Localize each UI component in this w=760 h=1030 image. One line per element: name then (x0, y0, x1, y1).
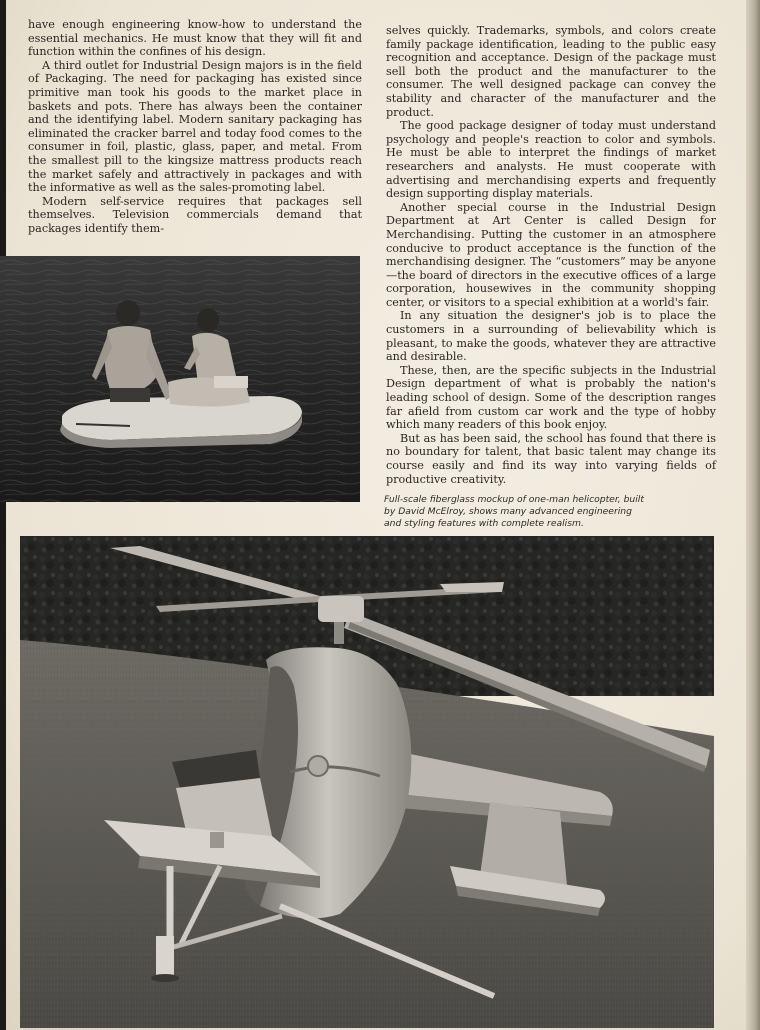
paragraph: Modern self-service requires that packages sell themselves. Television commercials demand that packages identify them- (28, 194, 362, 235)
helicopter-photo-image (20, 536, 714, 1028)
paragraph: But as has been said, the school has found that there is no boundary for talent, that basic talent may change its course easily and find its way into varying fields of productive creativity. (386, 431, 716, 486)
page-left-edge (0, 0, 6, 1030)
caption-line: and styling features with complete realism. (384, 518, 584, 530)
page-right-edge (746, 0, 760, 1030)
paragraph: These, then, are the specific subjects in the Industrial Design department of what is probably the nation's leading school of design. Some of the description ranges far afield from custom car work and the type of hobby which many readers of this book enjoy. (386, 363, 716, 432)
boat-photo-image (0, 256, 360, 502)
paragraph: A third outlet for Industrial Design majors is in the field of Packaging. The need for packaging has existed since primitive man took his goods to the market place in baskets and pots. There has always been the container and the identifying label. Modern sanitary packaging has eliminated the cracker barrel and today food comes to the consumer in foil, plastic, glass, paper, and metal. From the smallest pill to the kingsize mattress products reach the market safely and attractively in packages and with the informative as well as the sales-promoting label. (28, 58, 362, 195)
paragraph: Another special course in the Industrial Design Department at Art Center is called Design for Merchandising. Putting the customer in an atmosphere conducive to product acceptance is the function of the merchandising designer. The “customers” may be anyone—the board of directors in the executive offices of a large corporation, housewives in the community shopping center, or visitors to a special exhibition at a world's fair. (386, 200, 716, 309)
caption-line: by David McElroy, shows many advanced engineering (384, 506, 632, 518)
paragraph: In any situation the designer's job is to place the customers in a surrounding of believability which is pleasant, to make the goods, whatever they are attractive and desirable. (386, 309, 716, 364)
paragraph: selves quickly. Trademarks, symbols, and colors create family package identification, leading to the public easy recognition and acceptance. Design of the package must sell both the product and the manufacturer to the consumer. The well designed package can convey the stability and character of the manufacturer and the product. (386, 24, 716, 119)
boat-photo (0, 256, 360, 502)
caption-line: Full-scale fiberglass mockup of one-man helicopter, built (384, 494, 644, 505)
paragraph: The good package designer of today must understand psychology and people's reaction to color and symbols. He must be able to interpret the findings of market researchers and analysts. He must cooperate with advertising and merchandising experts and frequently design supporting display materials. (386, 119, 716, 201)
left-text-column (28, 18, 362, 236)
paragraph: have enough engineering know-how to understand the essential mechanics. He must know that they will fit and function within the confines of his design. (28, 18, 362, 59)
photo-caption (384, 494, 684, 531)
helicopter-photo (20, 536, 714, 1028)
right-text-column (386, 24, 716, 486)
